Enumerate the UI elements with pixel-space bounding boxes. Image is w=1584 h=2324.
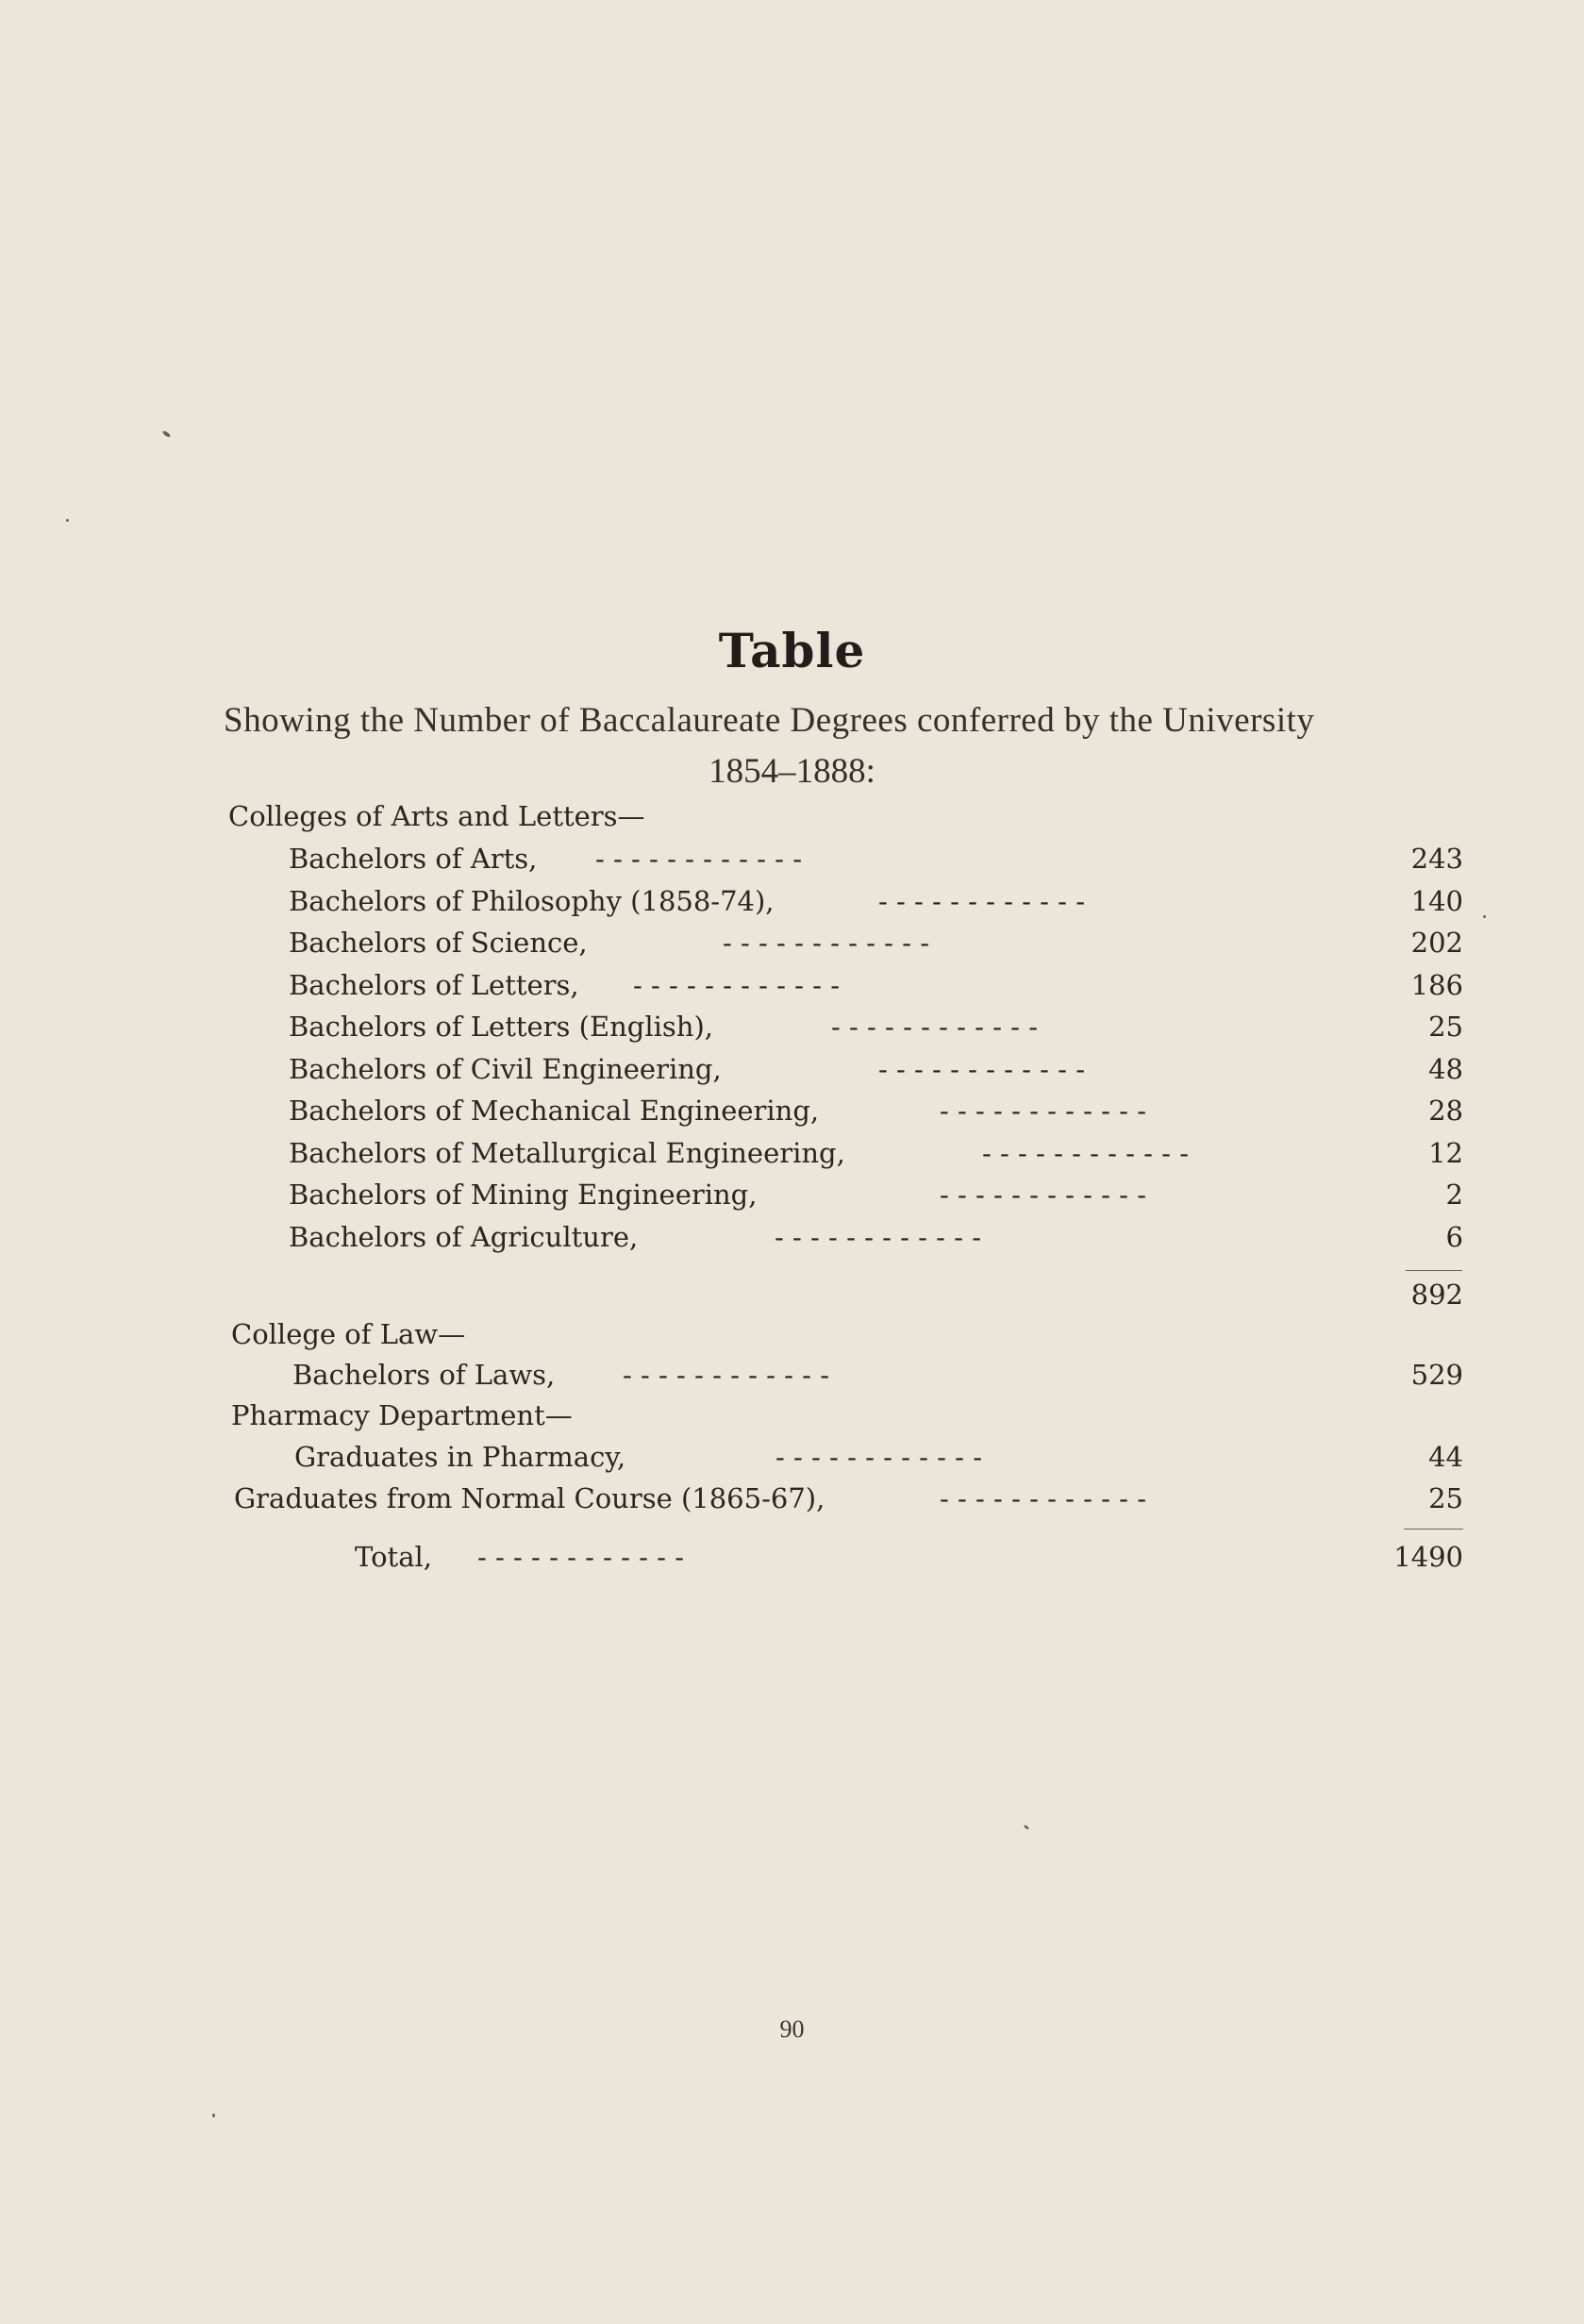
total-value: 1490 <box>1393 1541 1463 1573</box>
row-value: 6 <box>1445 1221 1463 1253</box>
paper-speck <box>1483 915 1486 918</box>
paper-speck <box>212 2114 215 2117</box>
table-row <box>289 927 1463 968</box>
subtotal-rule <box>1406 1270 1462 1271</box>
page-number: 90 <box>779 2015 805 2043</box>
section-heading-law: College of Law— <box>231 1318 466 1350</box>
table-row <box>234 1482 1463 1524</box>
row-label: Bachelors of Science, <box>289 927 588 959</box>
row-label: Bachelors of Letters, <box>289 969 579 1001</box>
dot-leader: - - - - - - - - - - - - <box>723 927 929 959</box>
row-label: Bachelors of Letters (English), <box>289 1011 714 1043</box>
section-heading-arts: Colleges of Arts and Letters— <box>228 800 645 832</box>
row-label: Bachelors of Arts, <box>289 843 538 875</box>
paper-speck <box>1024 1824 1030 1830</box>
dot-leader: - - - - - - - - - - - - <box>775 1441 982 1473</box>
row-label: Bachelors of Mechanical Engineering, <box>289 1095 820 1127</box>
dot-leader: - - - - - - - - - - - - <box>633 969 840 1001</box>
row-value: 529 <box>1410 1359 1463 1391</box>
row-label: Graduates in Pharmacy, <box>294 1441 626 1473</box>
row-label: Bachelors of Agriculture, <box>289 1221 639 1253</box>
row-label: Graduates from Normal Course (1865-67), <box>234 1482 825 1514</box>
row-label: Bachelors of Laws, <box>292 1359 556 1391</box>
paper-speck <box>66 519 69 522</box>
year-range: 1854–1888: <box>709 752 875 791</box>
dot-leader: - - - - - - - - - - - - <box>940 1179 1146 1211</box>
row-value: 25 <box>1428 1482 1463 1514</box>
row-value: 243 <box>1410 843 1463 875</box>
section-heading-pharmacy: Pharmacy Department— <box>231 1399 573 1431</box>
dot-leader: - - - - - - - - - - - - <box>831 1011 1038 1043</box>
subtotal-row <box>289 1279 1463 1320</box>
row-value: 202 <box>1410 927 1463 959</box>
total-rule <box>1404 1529 1463 1530</box>
table-row <box>294 1441 1463 1482</box>
table-row <box>289 1221 1463 1262</box>
table-row <box>289 1053 1463 1095</box>
table-row <box>289 1011 1463 1052</box>
row-value: 48 <box>1428 1053 1463 1085</box>
subtotal-value: 892 <box>1410 1279 1463 1311</box>
row-label: Bachelors of Philosophy (1858-74), <box>289 885 775 917</box>
dot-leader: - - - - - - - - - - - - <box>878 1053 1085 1085</box>
dot-leader: - - - - - - - - - - - - <box>878 885 1085 917</box>
dot-leader: - - - - - - - - - - - - <box>595 843 802 875</box>
row-value: 44 <box>1428 1441 1463 1473</box>
table-row <box>289 843 1463 884</box>
page-title: Table <box>718 623 866 678</box>
dot-leader: - - - - - - - - - - - - <box>623 1359 829 1391</box>
dot-leader: - - - - - - - - - - - - <box>940 1482 1146 1514</box>
row-label: Bachelors of Mining Engineering, <box>289 1179 758 1211</box>
dot-leader: - - - - - - - - - - - - <box>940 1095 1146 1127</box>
dot-leader: - - - - - - - - - - - - <box>982 1137 1189 1169</box>
row-value: 25 <box>1428 1011 1463 1043</box>
table-row <box>292 1359 1463 1400</box>
row-value: 140 <box>1410 885 1463 917</box>
row-value: 186 <box>1410 969 1463 1001</box>
table-subtitle: Showing the Number of Baccalaureate Degrees conferred by the University <box>224 701 1315 740</box>
row-label: Bachelors of Metallurgical Engineering, <box>289 1137 845 1169</box>
dot-leader: - - - - - - - - - - - - <box>477 1541 684 1573</box>
total-label: Total, <box>355 1541 432 1573</box>
row-value: 12 <box>1428 1137 1463 1169</box>
table-row <box>289 969 1463 1011</box>
row-value: 28 <box>1428 1095 1463 1127</box>
row-label: Bachelors of Civil Engineering, <box>289 1053 722 1085</box>
dot-leader: - - - - - - - - - - - - <box>775 1221 981 1253</box>
row-value: 2 <box>1445 1179 1463 1211</box>
paper-speck <box>162 430 172 438</box>
table-row <box>289 1179 1463 1220</box>
table-row <box>289 1137 1463 1179</box>
table-row <box>289 885 1463 927</box>
total-row <box>355 1541 1463 1582</box>
table-row <box>289 1095 1463 1136</box>
